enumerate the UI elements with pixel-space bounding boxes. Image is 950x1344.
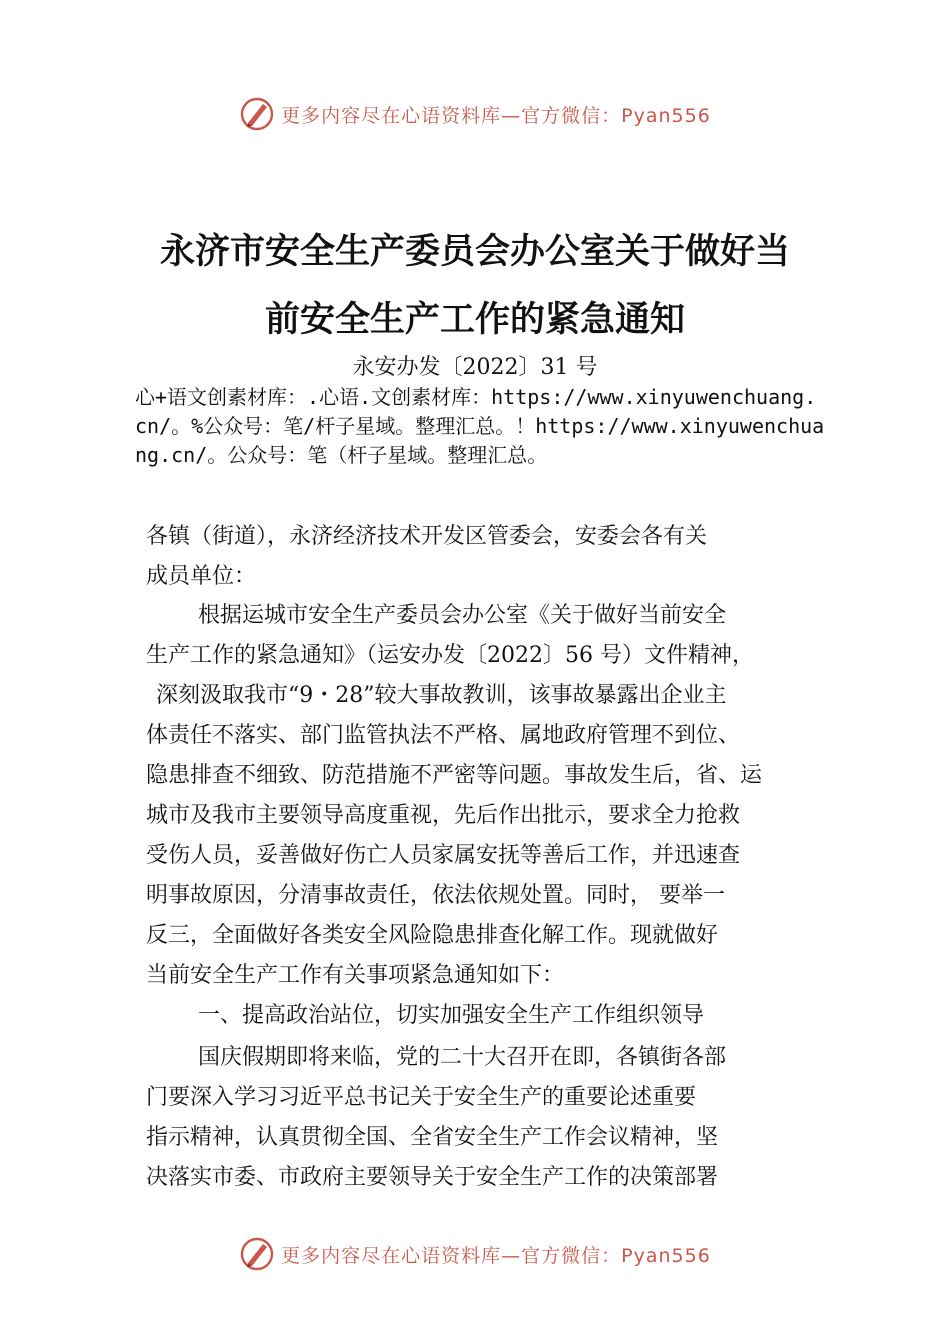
body-line: 反三，全面做好各类安全风险隐患排查化解工作。现就做好 [146,923,719,948]
body-line: 当前安全生产工作有关事项紧急通知如下： [146,963,565,988]
body-line: 指示精神，认真贯彻全国、全省安全生产工作会议精神，坚 [146,1125,719,1150]
body-line: 门要深入学习习近平总书记关于安全生产的重要论述重要 [146,1085,697,1110]
document-title-line-1: 永济市安全生产委员会办公室关于做好当 [159,231,790,272]
body-line: 决落实市委、市政府主要领导关于安全生产工作的决策部署 [146,1165,719,1190]
source-note: 心+语文创素材库：.心语.文创素材库：https://www.xinyuwenchuang.cn/。%公众号：笔/杆子星域。整理汇总。！https://www.xinyuwenchuang.cn/。公众号：笔（杆子星域。整理汇总。 [135,385,825,467]
banner-text: 更多内容尽在心语资料库—官方微信：Pyan556 [281,104,711,127]
document-title-line-2: 前安全生产工作的紧急通知 [264,299,685,340]
body-line: 城市及我市主要领导高度重视，先后作出批示，要求全力抢救 [146,803,741,828]
body-line: 各镇（街道），永济经济技术开发区管委会，安委会各有关 [146,524,708,549]
section-heading: 一、提高政治站位，切实加强安全生产工作组织领导 [198,1003,705,1028]
body-line: 根据运城市安全生产委员会办公室《关于做好当前安全 [198,603,727,628]
document-number: 永安办发〔2022〕31 号 [352,355,598,380]
footer-banner [0,1232,950,1276]
body-line: 受伤人员，妥善做好伤亡人员家属安抚等善后工作，并迅速查 [146,843,741,868]
pen-logo-icon [239,1236,275,1272]
body-line: 明事故原因，分清事故责任，依法依规处置。同时， 要举一 [146,883,725,908]
body-line: 深刻汲取我市“9・28”较大事故教训，该事故暴露出企业主 [156,683,727,708]
body-line: 生产工作的紧急通知》（运安办发〔2022〕56 号）文件精神， [146,643,754,668]
header-banner [0,92,950,136]
body-line: 国庆假期即将来临，党的二十大召开在即，各镇街各部 [198,1045,727,1070]
pen-logo-icon [239,96,275,132]
banner-text: 更多内容尽在心语资料库—官方微信：Pyan556 [281,1244,711,1267]
body-line: 成员单位： [146,564,257,589]
body-line: 隐患排查不细致、防范措施不严密等问题。事故发生后，省、运 [146,763,763,788]
body-line: 体责任不落实、部门监管执法不严格、属地政府管理不到位、 [146,723,741,748]
